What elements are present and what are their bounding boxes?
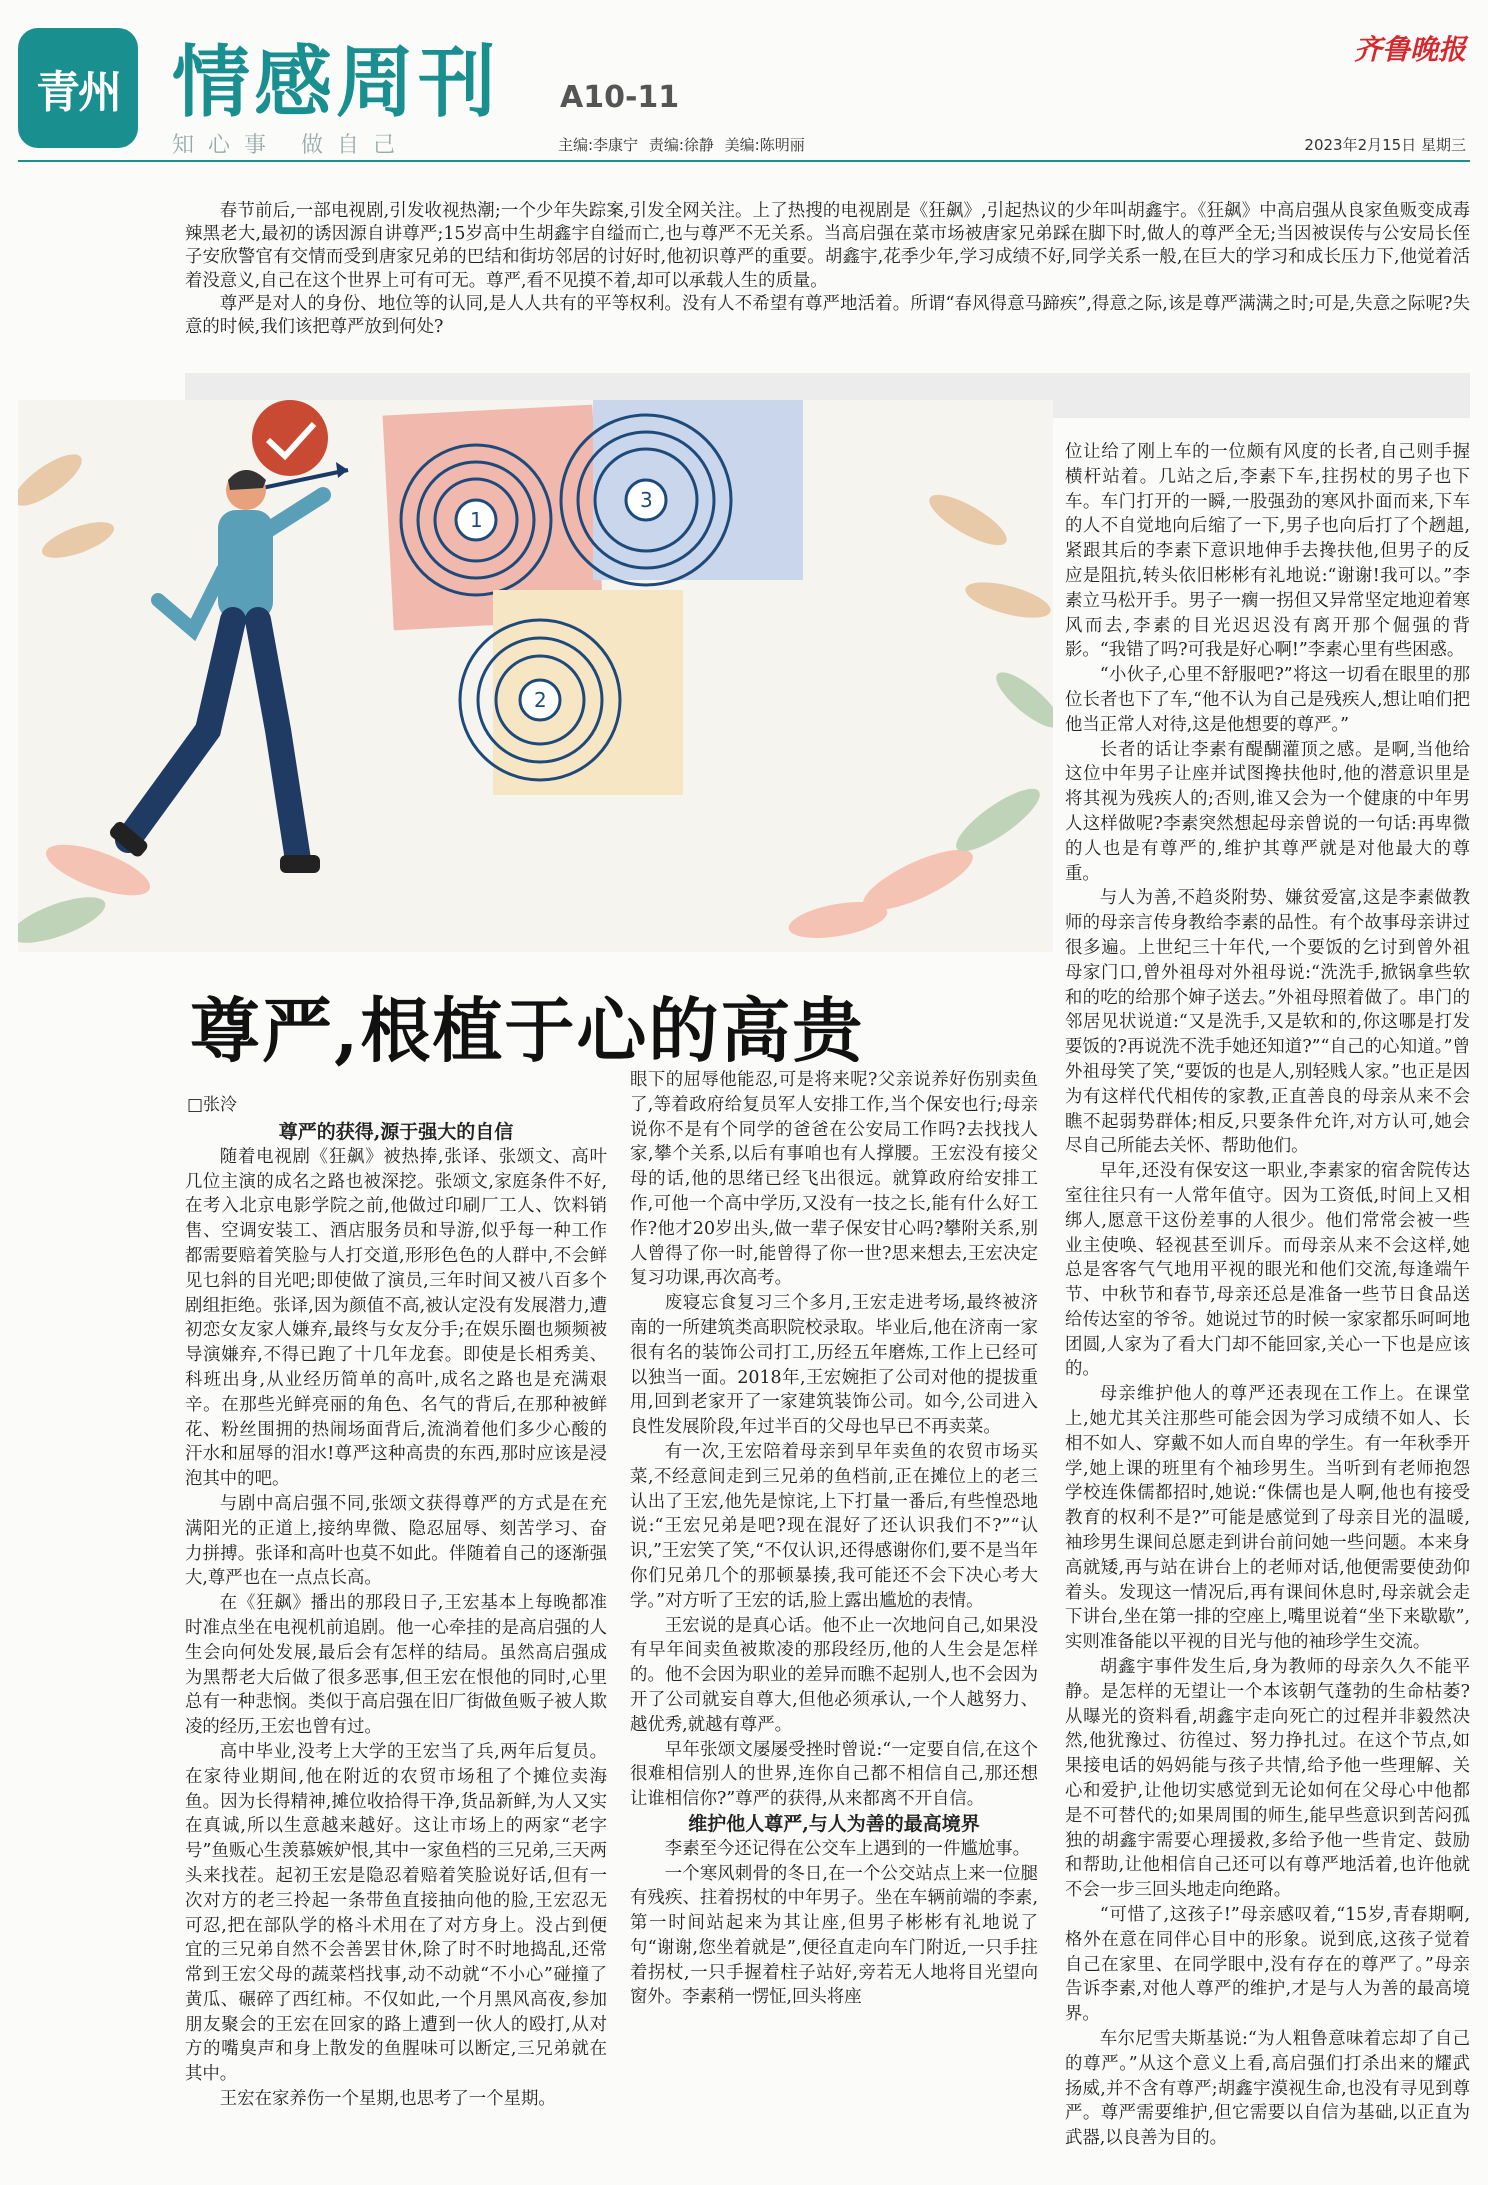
paragraph: 眼下的屈辱他能忍,可是将来呢?父亲说养好伤别卖鱼了,等着政府给复员军人安排工作,当个保安也行;母亲说你不是有个同学的爸爸在公安局工作吗?去找找人家,攀个关系,以后有事咱也有人撑腰。王宏没有接父母的话,他的思绪已经飞出很远。就算政府给安排工作,可他一个高中学历,又没有一技之长,能有什么好工作?他才20岁出头,做一辈子保安甘心吗?攀附关系,别人曾得了你一时,能曾得了你一世?思来想去,王宏决定复习功课,再次高考。: [630, 1070, 1038, 1289]
paragraph: 王宏在家养伤一个星期,也思考了一个星期。: [219, 2089, 556, 2110]
article-column-2: [630, 1068, 1038, 2010]
target-1-number: 1: [470, 508, 483, 532]
newspaper-name: 齐鲁晚报: [1353, 33, 1466, 66]
paragraph: “可惜了,这孩子!”母亲感叹着,“15岁,青春期啊,格外在意在同伴心目中的形象。说到底,这孩子觉着自己在家里、在同学眼中,没有存在的尊严了。”母亲告诉李素,对他人尊严的维护,才是与人为善的最高境界。: [1065, 1905, 1470, 2025]
paragraph: 在《狂飙》播出的那段日子,王宏基本上每晚都准时准点坐在电视机前追剧。他一心牵挂的是高启强的人生会向何处发展,最后会有怎样的结局。虽然高启强成为黑帮老大后做了很多恶事,但王宏在恨他的同时,心里总有一种悲悯。类似于高启强在旧厂街做鱼贩子被人欺凌的经历,王宏也曾有过。: [185, 1593, 607, 1738]
intro-text: [185, 200, 1470, 339]
masthead-rule: [18, 160, 1470, 162]
paragraph: 李素至今还记得在公交车上遇到的一件尴尬事。: [664, 1838, 1031, 1859]
article-column-3: [1065, 440, 1470, 2151]
paragraph: 有一次,王宏陪着母亲到早年卖鱼的农贸市场买菜,不经意间走到三兄弟的鱼档前,正在摊位上的老三认出了王宏,他先是惊诧,上下打量一番后,有些惶恐地说:“王宏兄弟是吧?现在混好了还认识我们不?”“认识,”王宏笑了笑,“不仅认识,还得感谢你们,要不是当年你们兄弟几个的那顿暴揍,我可能还不会下决心考大学。”对方听了王宏的话,脸上露出尴尬的表情。: [630, 1441, 1038, 1611]
paragraph: 与人为善,不趋炎附势、嫌贫爱富,这是李素做教师的母亲言传身教给李素的品性。有个故事母亲讲过很多遍。上世纪三十年代,一个要饭的乞讨到曾外祖母家门口,曾外祖母对外祖母说:“洗洗手,掀锅拿些软和的吃的给那个婶子送去。”外祖母照着做了。串门的邻居见状说道:“又是洗手,又是软和的,你这哪是打发要饭的?再说洗不洗手她还知道?”“自己的心知道。”曾外祖母笑了笑,“要饭的也是人,别轻贱人家。”也正是因为有这样代代相传的家教,正直善良的母亲从来不会瞧不起弱势群体;相反,只要条件允许,对方认可,她会尽自己所能去关怀、帮助他们。: [1065, 888, 1470, 1157]
editor-credits: 主编:李康宁 责编:徐静 美编:陈明丽: [558, 136, 805, 154]
section-heading: 尊严的获得,源于强大的自信: [278, 1121, 514, 1143]
paragraph: 位让给了刚上车的一位颇有风度的长者,自己则手握横杆站着。几站之后,李素下车,拄拐杖的男子也下车。车门打开的一瞬,一股强劲的寒风扑面而来,下车的人不自觉地向后缩了一下,男子也向后打了个趔趄,紧跟其后的李素下意识地伸手去搀扶他,但男子的反应是阻抗,转头依旧彬彬有礼地说:“谢谢!我可以。”李素立马松开手。男子一瘸一拐但又异常坚定地迎着寒风而去,李素的目光迟迟没有离开那个倔强的背影。“我错了吗?可我是好心啊!”李素心里有些困惑。: [1065, 442, 1470, 661]
article-headline: 尊严,根植于心的高贵: [190, 989, 865, 1072]
paragraph: 随着电视剧《狂飙》被热捧,张译、张颂文、高叶几位主演的成名之路也被深挖。张颂文,家庭条件不好,在考入北京电影学院之前,他做过印刷厂工人、饮料销售、空调安装工、酒店服务员和导游,似乎每一种工作都需要赔着笑脸与人打交道,形形色色的人群中,不会鲜见乜斜的目光吧;即使做了演员,三年时间又被八百多个剧组拒绝。张译,因为颜值不高,被认定没有发展潜力,遭初恋女友家人嫌弃,最终与女友分手;在娱乐圈也频频被导演嫌弃,不得已跑了十几年龙套。即使是长相秀美、科班出身,从业经历简单的高叶,成名之路也是充满艰辛。在那些光鲜亮丽的角色、名气的背后,在那种被鲜花、粉丝围拥的热闹场面背后,流淌着他们多少心酸的汗水和屈辱的泪水!尊严这种高贵的东西,那时应该是浸泡其中的吧。: [185, 1146, 607, 1490]
page-number: A10-11: [560, 80, 680, 115]
article-author: □张泠: [187, 1095, 238, 1115]
intro-paragraph: 春节前后,一部电视剧,引发收视热潮;一个少年失踪案,引发全网关注。上了热搜的电视剧是《狂飙》,引起热议的少年叫胡鑫宇。《狂飙》中高启强从良家鱼贩变成毒辣黑老大,最初的诱因源自讲尊严;15岁高中生胡鑫宇自缢而亡,也与尊严不无关系。当高启强在菜市场被唐家兄弟踩在脚下时,做人的尊严全无;当因被误传与公安局长侄子安欣警官有交情而受到唐家兄弟的巴结和街坊邻居的讨好时,他初识尊严的重要。胡鑫宇,花季少年,学习成绩不好,同学关系一般,在巨大的学习和成长压力下,他觉着活着没意义,自己在这个世界上可有可无。尊严,看不见摸不着,却可以承载人生的质量。: [185, 201, 1470, 291]
page-subtitle: 知心事 做自己: [172, 133, 409, 158]
paragraph: 早年,还没有保安这一职业,李素家的宿舍院传达室往往只有一人常年值守。因为工资低,时间上又相绑人,愿意干这份差事的人很少。他们常常会被一些业主使唤、轻视甚至训斥。而母亲从来不会这样,她总是客客气气地用平视的眼光和他们交流,每逢端午节、中秋节和春节,母亲还总是准备一些节日食品送给传达室的爷爷。她说过节的时候一家家都乐呵呵地团圆,人家为了看大门却不能回家,关心一下也是应该的。: [1065, 1161, 1470, 1380]
section-logo: 青州: [18, 28, 138, 148]
page-title: 情感周刊: [172, 38, 501, 128]
article-column-1: [185, 1120, 607, 2112]
paragraph: 与剧中高启强不同,张颂文获得尊严的方式是在充满阳光的正道上,接纳卑微、隐忍屈辱、刻苦学习、奋力拼搏。张译和高叶也莫不如此。伴随着自己的逐渐强大,尊严也在一点点长高。: [185, 1493, 607, 1589]
section-heading: 维护他人尊严,与人为善的最高境界: [688, 1812, 980, 1835]
paragraph: 早年张颂文屡屡受挫时曾说:“一定要自信,在这个很难相信别人的世界,连你自己都不相信自己,那还想让谁相信你?”尊严的获得,从来都离不开自信。: [630, 1739, 1038, 1810]
issue-date: 2023年2月15日 星期三: [1304, 136, 1466, 154]
paragraph: 王宏说的是真心话。他不止一次地问自己,如果没有早年间卖鱼被欺凌的那段经历,他的人生会是怎样的。他不会因为职业的差异而瞧不起别人,也不会因为开了公司就妄自尊大,但他必须承认,一个人越努力、越优秀,就越有尊严。: [630, 1615, 1038, 1735]
paragraph: “小伙子,心里不舒服吧?”将这一切看在眼里的那位长者也下了车,“他不认为自己是残疾人,想让咱们把他当正常人对待,这是他想要的尊严。”: [1065, 665, 1470, 735]
paragraph: 长者的话让李素有醍醐灌顶之感。是啊,当他给这位中年男子让座并试图搀扶他时,他的潜意识里是将其视为残疾人的;否则,谁又会为一个健康的中年男人这样做呢?李素突然想起母亲曾说的一句话:再卑微的人也是有尊严的,维护其尊严就是对他最大的尊重。: [1065, 739, 1470, 884]
paragraph: 母亲维护他人的尊严还表现在工作上。在课堂上,她尤其关注那些可能会因为学习成绩不如人、长相不如人、穿戴不如人而自卑的学生。有一年秋季开学,她上课的班里有个袖珍男生。当听到有老师抱怨学校连侏儒都招时,她说:“侏儒也是人啊,他也有接受教育的权利不是?”可能是感觉到了母亲目光的温暖,袖珍男生课间总愿走到讲台前问她一些问题。本来身高就矮,再与站在讲台上的老师对话,他便需要使劲仰着头。发现这一情况后,再有课间休息时,母亲就会走下讲台,坐在第一排的空座上,嘴里说着“坐下来歇歇”,实则准备能以平视的目光与他的袖珍学生交流。: [1065, 1384, 1470, 1653]
paragraph: 高中毕业,没考上大学的王宏当了兵,两年后复员。在家待业期间,他在附近的农贸市场租了个摊位卖海鱼。因为长得精神,摊位收拾得干净,货品新鲜,为人又实在真诚,所以生意越来越好。这让市场上的两家“老字号”鱼贩心生羡慕嫉妒恨,其中一家鱼档的三兄弟,三天两头来找茬。起初王宏是隐忍着赔着笑脸说好话,但有一次对方的老三拎起一条带鱼直接抽向他的脸,王宏忍无可忍,把在部队学的格斗术用在了对方身上。没占到便宜的三兄弟自然不会善罢甘休,除了时不时地捣乱,还常常到王宏父母的蔬菜档找事,动不动就“不小心”碰撞了黄瓜、碾碎了西红柿。不仅如此,一个月黑风高夜,参加朋友聚会的王宏在回家的路上遭到一伙人的殴打,从对方的嘴臭声和身上散发的鱼腥味可以断定,三兄弟就在其中。: [185, 1741, 607, 2085]
archer-illustration: [18, 400, 1053, 952]
target-3-number: 3: [640, 488, 653, 512]
paragraph: 胡鑫宇事件发生后,身为教师的母亲久久不能平静。是怎样的无望让一个本该朝气蓬勃的生命枯萎?从曝光的资料看,胡鑫宇走向死亡的过程并非毅然决然,他犹豫过、彷徨过、努力挣扎过。在这个节点,如果接电话的妈妈能与孩子共情,给予他一些理解、关心和爱护,让他切实感觉到无论如何在父母心中他都是不可替代的;如果周围的师生,能早些意识到苦闷孤独的胡鑫宇需要心理援救,多给予他一些肯定、鼓励和帮助,让他相信自己还可以有尊严地活着,也许他就不会一步三回头地走向绝路。: [1065, 1657, 1470, 1901]
intro-paragraph: 尊严是对人的身份、地位等的认同,是人人共有的平等权利。没有人不希望有尊严地活着。所谓“春风得意马蹄疾”,得意之际,该是尊严满满之时;可是,失意之际呢?失意的时候,我们该把尊严放到何处?: [185, 293, 1470, 338]
paragraph: 废寝忘食复习三个多月,王宏走进考场,最终被济南的一所建筑类高职院校录取。毕业后,他在济南一家很有名的装饰公司打工,历经五年磨炼,工作上已经可以独当一面。2018年,王宏婉拒了公司对他的提拔重用,回到老家开了一家建筑装饰公司。如今,公司进入良性发展阶段,年过半百的父母也早已不再卖菜。: [630, 1293, 1038, 1438]
paragraph: 车尔尼雪夫斯基说:“为人粗鲁意味着忘却了自己的尊严。”从这个意义上看,高启强们打杀出来的耀武扬威,并不含有尊严;胡鑫宇漠视生命,也没有寻见到尊严。尊严需要维护,但它需要以自信为基础,以正直为武器,以良善为目的。: [1065, 2029, 1470, 2149]
target-2-number: 2: [534, 688, 547, 712]
paragraph: 一个寒风刺骨的冬日,在一个公交站点上来一位腿有残疾、拄着拐杖的中年男子。坐在车辆前端的李素,第一时间站起来为其让座,但男子彬彬有礼地说了句“谢谢,您坐着就是”,便径直走向车门附近,一只手拄着拐杖,一只手握着柱子站好,旁若无人地将目光望向窗外。李素稍一愣怔,回头将座: [630, 1863, 1038, 2008]
